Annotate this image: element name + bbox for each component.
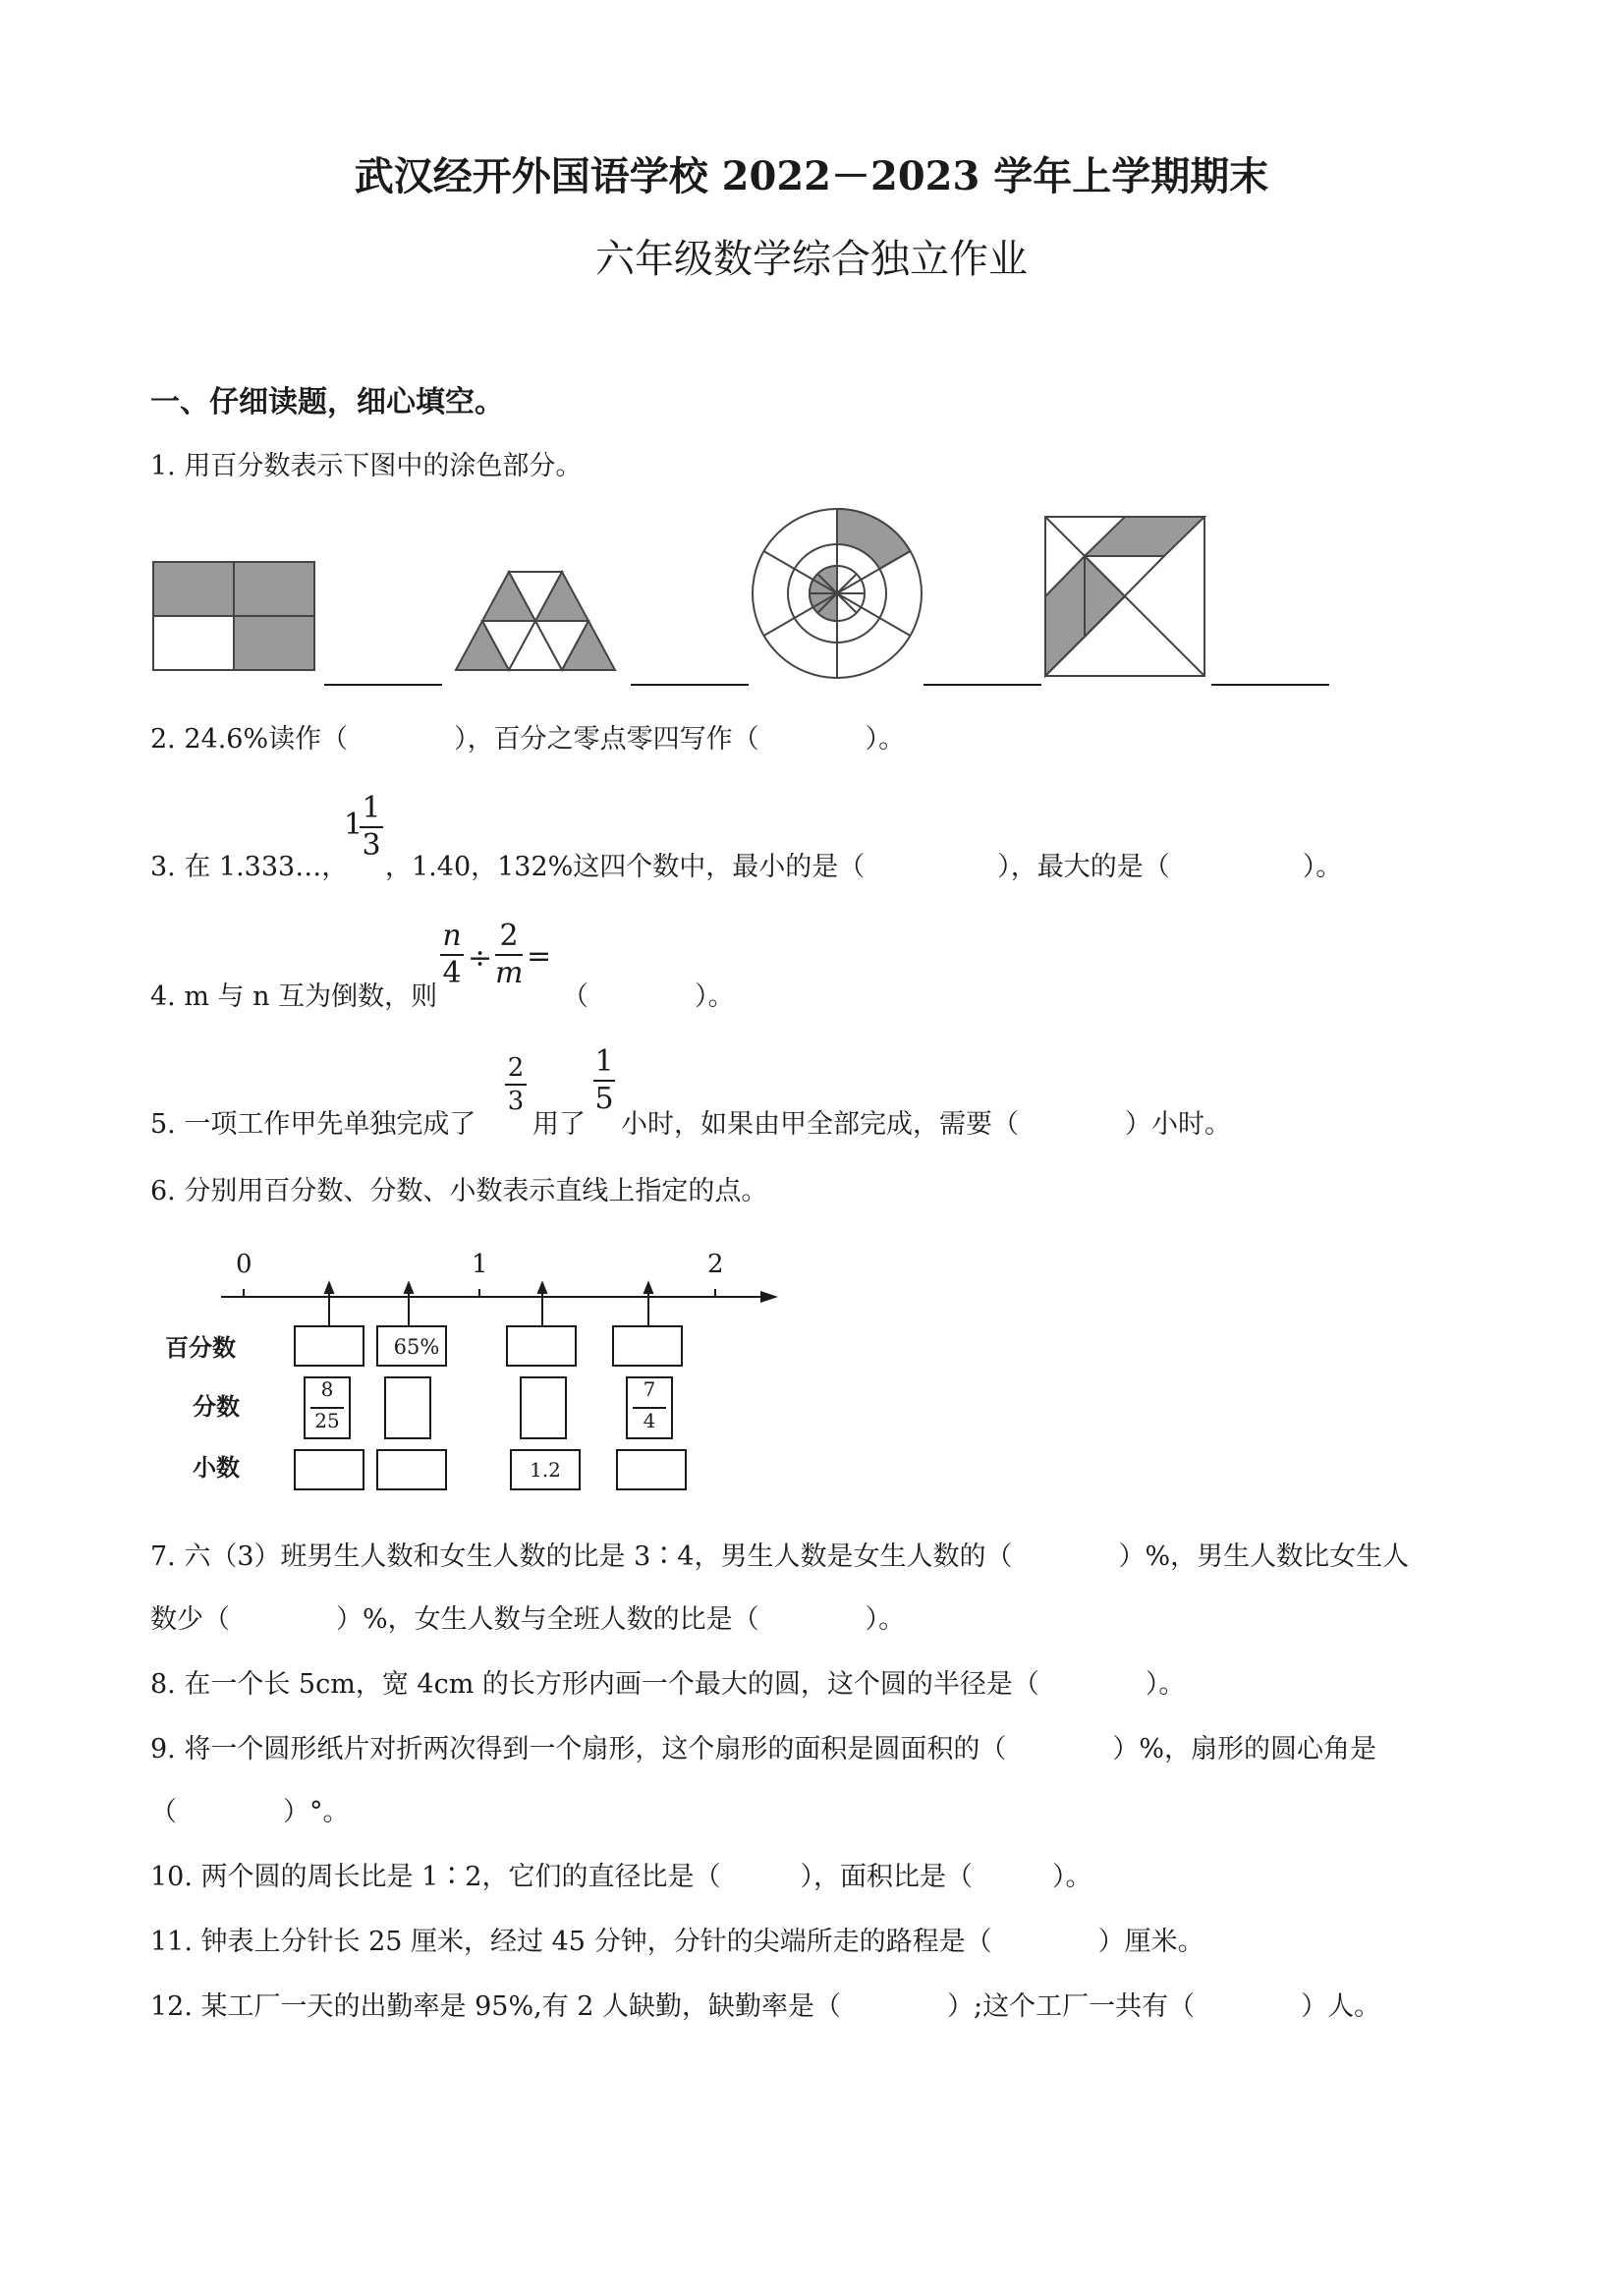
question-9-line-2: （ ）°。 [150,1797,350,1827]
question-3-suffix: ，1.40，132%这四个数中，最小的是（ ），最大的是（ ）。 [385,852,1343,882]
number-line-figure [157,1250,786,1495]
page-subtitle: 六年级数学综合独立作业 [595,237,1028,282]
row-label-percent: 百分数 [165,1333,236,1362]
fraction-1-numerator: 8 [320,1377,334,1401]
given-decimal: 1.2 [530,1458,561,1482]
section-heading: 一、仔细读题，细心填空。 [150,385,504,420]
tick-label-2: 2 [707,1250,724,1279]
answer-line-2[interactable] [631,684,749,686]
row-label-fraction: 分数 [193,1392,240,1421]
answer-line-4[interactable] [1211,684,1329,686]
question-5-suffix: 小时，如果由甲全部完成，需要（ ）小时。 [621,1109,1231,1140]
question-4-prefix: 4. m 与 n 互为倒数，则 [150,981,438,1012]
question-3-prefix: 3. 在 1.333…， [150,852,349,882]
question-1: 1. 用百分数表示下图中的涂色部分。 [150,451,583,481]
question-9-line-1: 9. 将一个圆形纸片对折两次得到一个扇形，这个扇形的面积是圆面积的（ ）%，扇形的圆心角是 [150,1734,1376,1764]
figure-tangram-square [1045,517,1207,679]
question-6: 6. 分别用百分数、分数、小数表示直线上指定的点。 [150,1176,768,1206]
question-11: 11. 钟表上分针长 25 厘米，经过 45 分钟，分针的尖端所走的路程是（ ）厘米。 [150,1927,1204,1957]
question-10: 10. 两个圆的周长比是 1∶2，它们的直径比是（ ），面积比是（ ）。 [150,1862,1092,1892]
figure-trapezoid [456,572,633,680]
fraction-2-over-m: 2 m [495,919,524,990]
question-5-mid: 用了 [532,1109,586,1140]
tick-label-1: 1 [472,1250,488,1279]
question-7-line-1: 7. 六（3）班男生人数和女生人数的比是 3∶4，男生人数是女生人数的（ ）%，男生人数比女生人 [150,1541,1410,1572]
answer-line-3[interactable] [923,684,1041,686]
given-percent: 65% [393,1335,440,1359]
row-label-decimal: 小数 [193,1453,240,1482]
divide-sign: ÷ [468,941,493,976]
figure-rectangle [153,562,320,672]
fraction-4-numerator: 7 [643,1377,656,1401]
mixed-number-whole: 1 [344,808,364,842]
fraction-one-fifth: 1 5 [594,1044,614,1116]
answer-line-1[interactable] [324,684,442,686]
fraction-1-denominator: 25 [314,1409,340,1432]
question-2: 2. 24.6%读作（ ），百分之零点零四写作（ ）。 [150,724,906,755]
fraction-one-third: 1 3 [360,794,383,861]
question-5-prefix: 5. 一项工作甲先单独完成了 [150,1109,476,1140]
fraction-n-over-4: n 4 [440,922,464,988]
question-12: 12. 某工厂一天的出勤率是 95%,有 2 人缺勤，缺勤率是（ ）;这个工厂一共有（ ）人。 [150,1991,1381,2022]
fraction-two-thirds: 2 3 [505,1055,527,1114]
fraction-4-denominator: 4 [643,1409,656,1432]
tick-label-0: 0 [236,1250,252,1279]
page-title: 武汉经开外国语学校 2022－2023 学年上学期期末 [354,153,1269,199]
question-4-suffix: （ ）。 [562,981,735,1012]
question-8: 8. 在一个长 5cm，宽 4cm 的长方形内画一个最大的圆，这个圆的半径是（ ）。 [150,1669,1186,1700]
figure-circle [749,505,925,682]
equals-sign: = [527,939,552,974]
question-7-line-2: 数少（ ）%，女生人数与全班人数的比是（ ）。 [150,1604,906,1635]
